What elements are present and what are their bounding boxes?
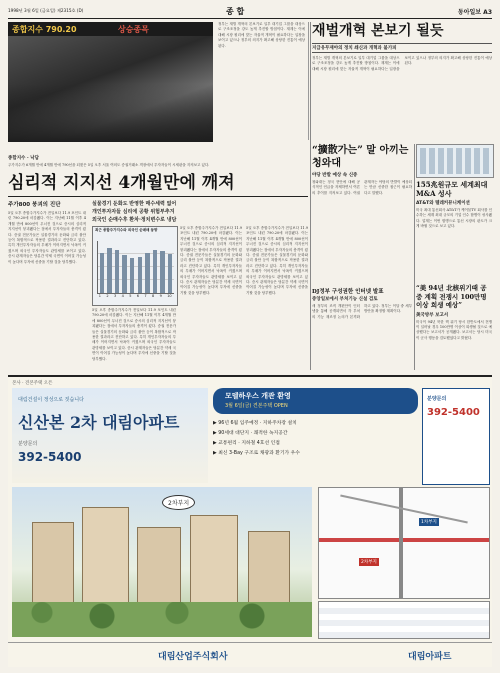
ad-company: 대림산업주식회사	[158, 652, 228, 662]
tree-line	[12, 602, 312, 637]
main-body-col4	[246, 226, 308, 368]
ad-complex-illustration	[12, 487, 312, 637]
second-subhead: 중앙일보에서 부처기능 신설 검토	[312, 297, 378, 302]
ad-feature-item: ▶ 최신 3-Bay 구조로 채광과 환기가 우수	[213, 451, 300, 456]
chart-plot	[97, 241, 174, 294]
ad-feature-list	[213, 419, 418, 459]
ad-banner	[12, 388, 208, 483]
right1-body: 미국 최대 통신회사 AT&T가 케이블TV 회사를 인수하는 세계 최대 규모의 기업 인수 합병이 성사됐다. 업계는 이번 합병으로 통신 시장의 판도가 크게 바뀔 것으로 보고 있다.	[416, 208, 492, 229]
main-subheads	[92, 200, 308, 224]
chart-x-tick: 8	[152, 294, 155, 298]
chart-x-tick: 4	[121, 294, 124, 298]
right1-headline: 155兆원규모 세계최대 M&A 성사	[416, 180, 488, 198]
reform-headline: 재벌개혁 본보기 될듯	[312, 23, 444, 39]
chart-x-tick: 10	[167, 294, 172, 298]
map-site-1: 1차부지	[421, 520, 437, 525]
main-body-col2	[92, 308, 176, 368]
photo-caption	[8, 144, 308, 168]
chart-bar	[130, 258, 135, 293]
main-kicker-text: 주가800 붕괴의 진단	[8, 202, 61, 208]
right2-body: 미국이 94년 북한 핵 위기 당시 한반도에서 전쟁이 일어날 경우 100만명 이상이 희생될 것으로 예상했다는 보고서가 공개됐다. 보고서는 당시 미국이 군사 행동을 검토했었다고 밝혔다.	[416, 319, 492, 340]
ad-phone-box-number: 392-5400	[427, 407, 480, 418]
main-kicker	[8, 200, 86, 379]
ad-unit-table	[318, 601, 490, 639]
second-body: 새 정부의 조직 개편안이 인터넷을 통해 공개되면서 각 부처의 기능 재조정 논의가 본격화하고 있다. 정부는 이달 중 세부 방안을 확정할 계획이다.	[312, 304, 412, 319]
right-ad-graphic	[420, 148, 490, 174]
right2-headline: “美 94년 北核위기때 공중 계획 전쟁시 100만명이상 희생 예상”	[416, 284, 487, 309]
photo-crowd	[8, 84, 213, 142]
quote-headline: “擴散가는” 말 아끼는 청와대	[312, 145, 409, 169]
main-body-col1: 5일 오후 종합주가지수가 전일보다 11.9 포인트 내린 790.20에 마감됐다. 이는 지난해 11월 이후 4개월 만에 800선이 무너진 것으로 증시의 심리적 지지선이 붕괴됐다는 점에서 투자자들의 충격이 컸다. 증권 전문가들은 실물경기의 둔화와 금리 불안 등이 복합적으로 작용한 결과라고 진단하고 있다. 특히 개인투자자들의 투매가 이어지면서 낙폭이 커졌으며 외국인 투자자들도 관망세를 보이고 있다. 증시 관계자들은 당분간 약세 국면이 이어질 가능성이 높다며 투자에 신중을 기할 것을 당부했다.	[8, 211, 86, 264]
caption-title: 종합지수 · 낙담	[8, 156, 39, 161]
ad-feature-item: ▶ 교통편리 · 지하철 4호선 인접	[213, 441, 280, 446]
ad-badge-title: 모델하우스 개관 환영	[225, 392, 291, 400]
building	[82, 507, 129, 609]
building	[190, 515, 238, 609]
ad-feature-text: 90세대 대단지 · 쾌적한 녹지공간	[218, 431, 288, 436]
subhead-3: 외국인 순매수후 환차·정치변수로 냉담	[92, 217, 177, 223]
chart-bar	[107, 248, 112, 294]
ad-feature-item: ▶ 96년 6월 입주예정 · 지하주차장 설치	[213, 421, 297, 426]
paper-name: 동아일보 A3	[457, 9, 492, 16]
second-story	[312, 288, 412, 366]
second-headline: DJ정부 구성권한 인터넷 발표	[312, 289, 384, 295]
chart-bar	[138, 257, 143, 293]
main-body-col3	[180, 226, 242, 368]
ad-phone-label: 분양문의	[18, 441, 38, 447]
header-bar	[8, 6, 492, 19]
map-site-2: 2차부지	[361, 560, 377, 565]
rule-2	[414, 144, 415, 370]
chart-bar	[115, 250, 120, 293]
reform-story	[218, 22, 309, 140]
right-story-2	[416, 284, 492, 370]
caption-text: 주가지수가 6개월 만에 4개월 만에 790선을 되찾은 5일 오후 서울 여의도 증권거래소 객장에서 투자자들이 시세판을 지켜보고 있다.	[8, 163, 210, 167]
ad-phone-main: 392-5400	[18, 450, 82, 464]
right2-subhead: 美국방부 보고서	[416, 312, 449, 318]
reform-story-body-left: 정부는 재벌 개혁의 본보기로 일부 대기업 그룹을 대상으로 구조조정을 강도 높게 추진할 방침이다. 재계는 이에 대해 시장 원리에 맞는 자율적 개혁이 필요하다는 입장을 보이고 있으나 정부의 의지가 확고해 상당한 진통이 예상된다.	[218, 22, 305, 48]
ad-badge-sub: 3월 6일(금) 견본주택 OPEN	[225, 403, 288, 409]
quote-story	[312, 144, 412, 290]
chart-x-tick: 2	[106, 294, 109, 298]
right-ad-box	[416, 144, 494, 178]
top-photo	[8, 22, 213, 142]
ad-feature-text: 교통편리 · 지하철 4호선 인접	[218, 441, 280, 446]
map-road	[399, 488, 403, 598]
ad-slogan: 대림건설이 정성으로 짓습니다	[18, 397, 84, 403]
quote-subhead: 야당 반발 예상 속 신중	[312, 173, 358, 178]
right1-subhead: AT&T와 텔레커뮤니케이션	[416, 201, 470, 206]
map-road	[340, 495, 468, 524]
subhead-2: 개인투자자들 심리에 공황 위험부추겨	[92, 209, 175, 215]
main-body-col2-text: 5일 오후 종합주가지수가 전일보다 11.9 포인트 내린 790.20에 마감됐다. 이는 지난해 11월 이후 4개월 만에 800선이 무너진 것으로 증시의 심리적 지지선이 붕괴됐다는 점에서 투자자들의 충격이 컸다. 증권 전문가들은 실물경기의 둔화와 금리 불안 등이 복합적으로 작용한 결과라고 진단하고 있다. 특히 개인투자자들의 투매가 이어지면서 낙폭이 커졌으며 외국인 투자자들도 관망세를 보이고 있다. 증시 관계자들은 당분간 약세 국면이 이어질 가능성이 높다며 투자에 신중을 기할 것을 당부했다.	[92, 308, 176, 361]
map-road	[319, 538, 489, 542]
ad-phone-box-label: 분양문의	[427, 396, 447, 402]
main-headline: 심리적 지지선 4개월만에 깨져	[8, 172, 308, 197]
section-title: 종 합	[226, 6, 245, 16]
ad-phone-box	[422, 388, 490, 485]
ad-title: 신산본 2차 대림아파트	[18, 413, 180, 432]
chart-bar	[145, 253, 150, 293]
building	[32, 522, 74, 609]
chart-bar	[160, 251, 165, 293]
chart-x-tick: 6	[136, 294, 140, 298]
subhead-1: 실물경기 둔화도 반영한 매수세력 없어	[92, 201, 177, 207]
ad-feature-text: 최신 3-Bay 구조로 채광과 환기가 우수	[218, 451, 300, 456]
reform-headline-block	[312, 22, 492, 140]
ad-feature-text: 96년 6월 입주예정 · 지하주차장 설치	[218, 421, 297, 426]
quote-body: 청와대는 정국 현안에 대해 공식적인 언급을 자제하면서 여론의 추이를 지켜보고 있다. 여권 관계자는 야당의 반발이 예상되는 만큼 신중한 접근이 필요하다고 말했다.	[312, 180, 412, 195]
index-value: 종합지수 790.20	[12, 25, 77, 34]
chart-bar	[153, 250, 158, 293]
reform-body: 정부는 재벌 개혁의 본보기로 일부 대기업 그룹을 대상으로 구조조정을 강도 높게 추진할 방침이다. 재계는 이에 대해 시장 원리에 맞는 자율적 개혁이 필요하다는 입장을 보이고 있으나 정부의 의지가 확고해 상당한 진통이 예상된다.	[312, 56, 492, 71]
building	[248, 531, 290, 609]
index-banner	[8, 22, 213, 36]
chart-x-labels	[97, 294, 173, 300]
index-chart	[92, 226, 178, 306]
chart-bar	[122, 255, 127, 293]
chart-x-tick: 9	[159, 294, 162, 298]
right-story-1	[416, 180, 492, 294]
main-body-col3-text: 5일 오후 종합주가지수가 전일보다 11.9 포인트 내린 790.20에 마감됐다. 이는 지난해 11월 이후 4개월 만에 800선이 무너진 것으로 증시의 심리적 지지선이 붕괴됐다는 점에서 투자자들의 충격이 컸다. 증권 전문가들은 실물경기의 둔화와 금리 불안 등이 복합적으로 작용한 결과라고 진단하고 있다. 특히 개인투자자들의 투매가 이어지면서 낙폭이 커졌으며 외국인 투자자들도 관망세를 보이고 있다. 증시 관계자들은 당분간 약세 국면이 이어질 가능성이 높다며 투자에 신중을 기할 것을 당부했다.	[180, 226, 242, 295]
chart-x-tick: 5	[129, 294, 132, 298]
chart-bar	[100, 253, 105, 293]
rule-1	[310, 22, 311, 370]
ad-top-label: 본사 · 견본주택 오픈	[12, 381, 53, 386]
tag-2nd-site: 2차부지	[162, 495, 195, 510]
chart-x-tick: 1	[98, 294, 102, 298]
chart-x-tick: 7	[144, 294, 147, 298]
building	[137, 527, 181, 609]
header-date: 1998년 3월 6일 (금요일) 제2315호 (D)	[8, 8, 84, 13]
ad-location-map	[318, 487, 490, 599]
ad-footer	[8, 642, 492, 668]
ad-feature-item: ▶ 90세대 대단지 · 쾌적한 녹지공간	[213, 431, 288, 436]
reform-subhead: 지급유무재야의 정치 쇄신과 개혁과 불가피	[312, 43, 492, 53]
chart-title: 최근 종합주가지수와 외국인 순매매 동향	[95, 228, 158, 232]
index-status: 상승종목	[118, 25, 149, 34]
ad-brand: 대림아파트	[408, 652, 452, 662]
main-story	[8, 172, 308, 197]
chart-x-tick: 3	[114, 294, 117, 298]
ad-badge	[213, 388, 418, 414]
chart-bar	[168, 254, 173, 293]
ad-section	[8, 375, 492, 667]
main-body-col4-text: 5일 오후 종합주가지수가 전일보다 11.9 포인트 내린 790.20에 마감됐다. 이는 지난해 11월 이후 4개월 만에 800선이 무너진 것으로 증시의 심리적 지지선이 붕괴됐다는 점에서 투자자들의 충격이 컸다. 증권 전문가들은 실물경기의 둔화와 금리 불안 등이 복합적으로 작용한 결과라고 진단하고 있다. 특히 개인투자자들의 투매가 이어지면서 낙폭이 커졌으며 외국인 투자자들도 관망세를 보이고 있다. 증시 관계자들은 당분간 약세 국면이 이어질 가능성이 높다며 투자에 신중을 기할 것을 당부했다.	[246, 226, 308, 295]
